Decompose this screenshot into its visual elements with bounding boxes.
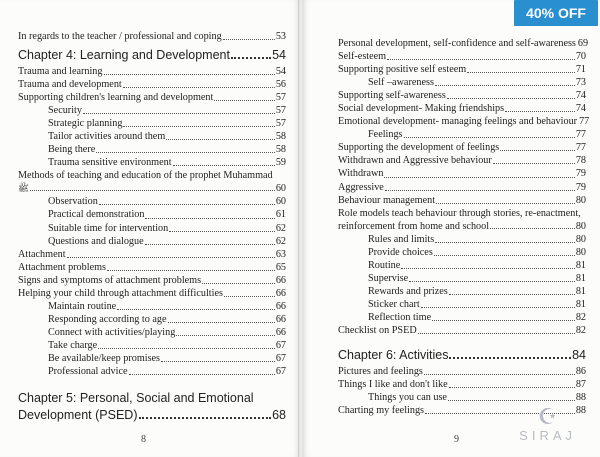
toc-entry-page: 79 bbox=[575, 168, 586, 180]
toc-entry-page: 66 bbox=[275, 274, 286, 286]
toc-entry-page: 81 bbox=[575, 298, 586, 310]
toc-entry-page: 67 bbox=[275, 366, 286, 378]
toc-entry-page: 56 bbox=[275, 79, 286, 91]
siraj-watermark bbox=[519, 406, 576, 443]
toc-entry-page: 87 bbox=[575, 379, 586, 391]
toc-subentry bbox=[18, 117, 286, 130]
toc-entry-title: Rules and limits bbox=[368, 233, 435, 245]
toc-subentry bbox=[338, 76, 586, 89]
toc-entry-title: Feelings bbox=[368, 129, 403, 141]
toc-entry-title: Withdrawn bbox=[338, 168, 384, 180]
toc-entry-title: Professional advice bbox=[48, 366, 128, 378]
toc-entry-title: Signs and symptoms of attachment problems bbox=[18, 274, 202, 286]
toc-entry-page: 86 bbox=[575, 365, 586, 377]
toc-entry-page: 78 bbox=[575, 155, 586, 167]
toc-entry bbox=[18, 65, 286, 78]
chapter-page: 68 bbox=[272, 408, 286, 423]
toc-entry-title: Practical demonstration bbox=[48, 209, 145, 221]
toc-entry-page: 67 bbox=[275, 352, 286, 364]
toc-entry-title: Rewards and prizes bbox=[368, 285, 448, 297]
toc-subentry bbox=[338, 246, 586, 259]
toc-subentry bbox=[18, 352, 286, 365]
toc-entry-title: Social development- Making friendships bbox=[338, 103, 505, 115]
toc-entry-page: 63 bbox=[275, 248, 286, 260]
toc-entry-page: 74 bbox=[575, 90, 586, 102]
toc-entry-page: 74 bbox=[575, 103, 586, 115]
toc-entry-title: Maintain routine bbox=[48, 300, 117, 312]
toc-entry bbox=[18, 261, 286, 274]
toc-entry-title: Self –awareness bbox=[368, 77, 434, 89]
toc-entry-page: 66 bbox=[275, 287, 286, 299]
toc-entry bbox=[338, 141, 586, 154]
toc-entry-title: Connect with activities/playing bbox=[48, 326, 176, 338]
toc-entry-title: Questions and dialogue bbox=[48, 235, 144, 247]
chapter-page: 84 bbox=[572, 347, 586, 362]
toc-entry bbox=[338, 154, 586, 167]
toc-entry-title: Suitable time for intervention bbox=[48, 222, 169, 234]
toc-entry-page: 81 bbox=[575, 272, 586, 284]
right-page bbox=[302, 0, 600, 457]
toc-entry-page: 57 bbox=[275, 92, 286, 104]
right-toc bbox=[338, 37, 590, 417]
toc-entry-title: In regards to the teacher / professional and coping bbox=[18, 31, 222, 42]
toc-entry-title: Withdrawn and Aggressive behaviour bbox=[338, 155, 492, 167]
toc-entry-title: Supporting self-awareness bbox=[338, 90, 446, 102]
toc-entry-page: 81 bbox=[575, 259, 586, 271]
toc-entry-title: Behaviour management bbox=[338, 194, 436, 206]
toc-entry bbox=[338, 89, 586, 102]
toc-entry-title: Routine bbox=[368, 259, 401, 271]
toc-entry-title: Reflection time bbox=[368, 311, 432, 323]
toc-entry-page: 66 bbox=[275, 326, 286, 338]
chapter-4-heading bbox=[18, 47, 286, 63]
toc-entry-page: 80 bbox=[575, 194, 586, 206]
toc-entry bbox=[18, 274, 286, 287]
toc-entry-title: Checklist on PSED bbox=[338, 324, 417, 336]
toc-entry-title: Supervise bbox=[368, 272, 409, 284]
toc-entry-page: 88 bbox=[575, 392, 586, 404]
toc-entry bbox=[18, 287, 286, 300]
watermark-text: SIRAJ bbox=[519, 428, 576, 443]
toc-entry-title-line2: reinforcement from home and school bbox=[338, 220, 490, 232]
toc-entry-page: 80 bbox=[575, 246, 586, 258]
toc-subentry bbox=[18, 143, 286, 156]
toc-entry-title: Observation bbox=[48, 196, 98, 208]
toc-entry-title: Trauma and development bbox=[18, 79, 122, 91]
toc-subentry bbox=[18, 235, 286, 248]
crescent-glyph-icon: ☪ bbox=[537, 404, 558, 429]
toc-entry bbox=[18, 91, 286, 104]
chapter-6-heading bbox=[338, 347, 586, 363]
toc-entry-title: Take charge bbox=[48, 339, 98, 351]
toc-entry-title-line1: Role models teach behaviour through stories, re-enactment, bbox=[338, 207, 581, 219]
toc-entry-page: 79 bbox=[575, 181, 586, 193]
toc-subentry bbox=[338, 233, 586, 246]
toc-entry-page: 70 bbox=[575, 51, 586, 63]
toc-entry-title: Self-esteem bbox=[338, 51, 387, 63]
toc-entry-title: Things you can use bbox=[368, 392, 447, 404]
toc-entry-page: 82 bbox=[575, 311, 586, 323]
toc-entry-page: 58 bbox=[275, 131, 286, 143]
toc-entry-title: Responding according to age bbox=[48, 313, 167, 325]
toc-entry-page: 57 bbox=[275, 118, 286, 130]
toc-entry-page: 80 bbox=[575, 220, 586, 232]
toc-subentry bbox=[18, 300, 286, 313]
toc-entry bbox=[338, 50, 586, 63]
toc-entry-title: Trauma and learning bbox=[18, 66, 103, 78]
toc-entry-title: Be available/keep promises bbox=[48, 352, 161, 364]
toc-entry-page: 59 bbox=[275, 157, 286, 169]
toc-entry-page: 81 bbox=[575, 285, 586, 297]
toc-entry-title: Strategic planning bbox=[48, 118, 123, 130]
toc-entry-title: Attachment problems bbox=[18, 261, 106, 273]
toc-subentry bbox=[338, 285, 586, 298]
chapter-title: Chapter 6: Activities bbox=[338, 347, 449, 362]
toc-entry-title: Aggressive bbox=[338, 181, 384, 193]
toc-entry-page: 60 bbox=[275, 196, 286, 208]
toc-entry bbox=[338, 181, 586, 194]
toc-subentry bbox=[338, 391, 586, 404]
toc-entry-page: 77 bbox=[575, 142, 586, 154]
toc-entry bbox=[338, 378, 586, 391]
toc-entry bbox=[338, 63, 586, 76]
toc-subentry bbox=[18, 326, 286, 339]
toc-entry-title: Tailor activities around them bbox=[48, 131, 166, 143]
toc-entry-title: Supporting the development of feelings bbox=[338, 142, 500, 154]
toc-entry-title: Security bbox=[48, 105, 82, 117]
toc-subentry bbox=[18, 195, 286, 208]
toc-entry-page: 77 bbox=[575, 129, 586, 141]
toc-subentry bbox=[338, 128, 586, 141]
toc-entry-page: 65 bbox=[275, 261, 286, 273]
toc-entry-page: 66 bbox=[275, 313, 286, 325]
toc-subentry bbox=[18, 313, 286, 326]
toc-entry bbox=[338, 324, 586, 337]
toc-subentry bbox=[338, 298, 586, 311]
honorific-mark: ﷺ bbox=[18, 183, 29, 194]
toc-subentry bbox=[18, 339, 286, 352]
toc-subentry bbox=[338, 311, 586, 324]
toc-subentry bbox=[18, 104, 286, 117]
toc-entry-page: 80 bbox=[575, 233, 586, 245]
toc-entry-title: Emotional development- managing feelings and behaviour bbox=[338, 116, 578, 128]
toc-entry-page: 62 bbox=[275, 222, 286, 234]
toc-entry-page: 57 bbox=[275, 105, 286, 117]
toc-entry-title: Charting my feelings bbox=[338, 405, 425, 417]
toc-entry-page: 53 bbox=[275, 31, 286, 42]
toc-entry-page: 66 bbox=[275, 300, 286, 312]
toc-subentry bbox=[338, 272, 586, 285]
toc-entry-title: Personal development, self-confidence and self-awareness bbox=[338, 38, 576, 49]
toc-entry bbox=[338, 37, 589, 50]
toc-entry-title: Supporting children's learning and development bbox=[18, 92, 214, 104]
toc-entry-title: Attachment bbox=[18, 248, 66, 260]
toc-entry bbox=[18, 30, 286, 43]
toc-entry bbox=[338, 102, 586, 115]
toc-entry bbox=[338, 194, 586, 207]
page-number: 9 bbox=[454, 434, 459, 445]
toc-entry-page: 61 bbox=[275, 209, 286, 221]
toc-entry-methods bbox=[18, 169, 286, 195]
chapter-page: 54 bbox=[272, 48, 286, 63]
toc-entry bbox=[338, 167, 586, 180]
chapter-title-line2: Development (PSED) bbox=[18, 408, 138, 423]
toc-entry-title: Helping your child through attachment difficulties bbox=[18, 287, 223, 299]
toc-entry-page: 58 bbox=[275, 144, 286, 156]
toc-entry-page: 77 bbox=[579, 116, 590, 128]
toc-entry-page: 60 bbox=[275, 183, 286, 195]
toc-entry-page: 73 bbox=[575, 77, 586, 89]
toc-subentry bbox=[18, 130, 286, 143]
toc-entry-title: Pictures and feelings bbox=[338, 365, 423, 377]
toc-subentry bbox=[338, 259, 586, 272]
toc-entry bbox=[18, 78, 286, 91]
chapter-5-heading bbox=[18, 390, 286, 424]
toc-entry-title: Trauma sensitive environment bbox=[48, 157, 172, 169]
toc-entry-title: Things I like and don't like bbox=[338, 379, 448, 391]
toc-entry bbox=[338, 365, 586, 378]
toc-subentry bbox=[18, 365, 286, 378]
chapter-title: Chapter 4: Learning and Development bbox=[18, 48, 230, 63]
toc-entry-title: Sticker chart bbox=[368, 298, 420, 310]
toc-entry bbox=[18, 248, 286, 261]
toc-entry-page: 67 bbox=[275, 339, 286, 351]
toc-entry-page: 71 bbox=[575, 64, 586, 76]
left-toc bbox=[18, 30, 286, 424]
toc-entry-title: Supporting positive self esteem bbox=[338, 64, 467, 76]
toc-subentry bbox=[18, 222, 286, 235]
toc-subentry bbox=[18, 156, 286, 169]
toc-entry-title: Methods of teaching and education of the prophet Muhammad bbox=[18, 170, 273, 182]
toc-subentry bbox=[18, 208, 286, 221]
toc-entry bbox=[338, 115, 590, 128]
toc-entry-page: 62 bbox=[275, 235, 286, 247]
toc-entry-page: 88 bbox=[575, 405, 586, 417]
chapter-title-line1: Chapter 5: Personal, Social and Emotional bbox=[18, 391, 254, 406]
toc-entry-title: Provide choices bbox=[368, 246, 433, 258]
toc-entry-page: 82 bbox=[575, 324, 586, 336]
toc-entry-title: Being there bbox=[48, 144, 96, 156]
discount-badge: 40% OFF bbox=[514, 0, 598, 26]
toc-entry-page: 54 bbox=[275, 66, 286, 78]
toc-entry-role-models bbox=[338, 207, 586, 233]
page-number: 8 bbox=[141, 434, 146, 445]
toc-entry-page: 69 bbox=[577, 38, 589, 49]
